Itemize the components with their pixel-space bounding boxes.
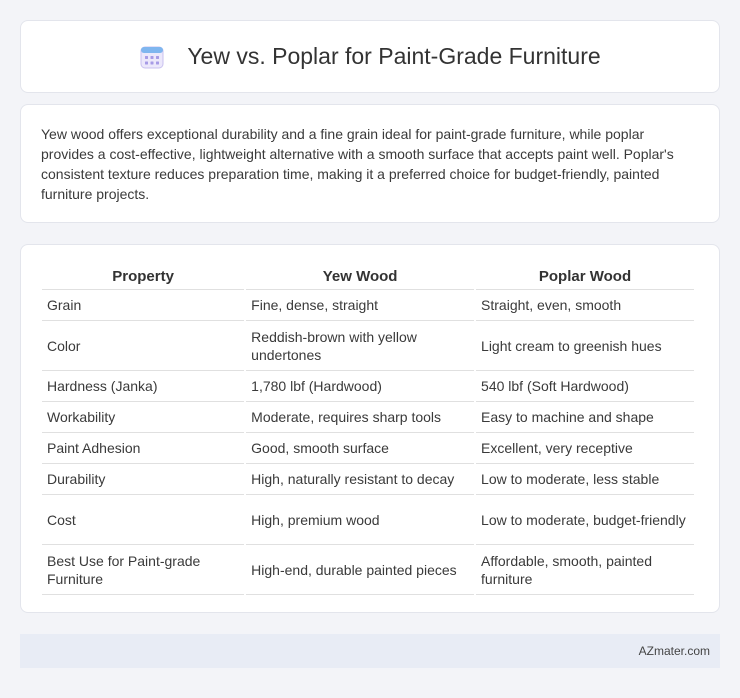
cell-poplar: Easy to machine and shape (476, 402, 694, 433)
cell-property: Cost (42, 495, 244, 545)
cell-poplar: Straight, even, smooth (476, 290, 694, 321)
cell-property: Durability (42, 464, 244, 495)
cell-poplar: Excellent, very receptive (476, 433, 694, 464)
cell-property: Grain (42, 290, 244, 321)
summary-card (20, 104, 720, 223)
header-yew-wood: Yew Wood (246, 265, 474, 290)
cell-poplar: 540 lbf (Soft Hardwood) (476, 371, 694, 402)
cell-yew: Moderate, requires sharp tools (246, 402, 474, 433)
cell-property: Paint Adhesion (42, 433, 244, 464)
cell-yew: High, premium wood (246, 495, 474, 545)
cell-yew: Fine, dense, straight (246, 290, 474, 321)
cell-yew: Good, smooth surface (246, 433, 474, 464)
table-row (42, 433, 694, 464)
cell-poplar: Low to moderate, less stable (476, 464, 694, 495)
table-header-row (42, 265, 694, 290)
table-row (42, 290, 694, 321)
cell-poplar: Affordable, smooth, painted furniture (476, 545, 694, 595)
summary-text: Yew wood offers exceptional durability and a fine grain ideal for paint-grade furniture, while poplar provides a cost-effective, lightweight alternative with a smooth surface that accepts paint well. Poplar's consistent texture reduces preparation time, making it a preferred choice for budget-friendly, painted furniture projects. (41, 126, 674, 202)
cell-poplar: Light cream to greenish hues (476, 321, 694, 371)
cell-yew: High-end, durable painted pieces (246, 545, 474, 595)
table-row (42, 464, 694, 495)
footer (20, 634, 720, 668)
cell-yew: 1,780 lbf (Hardwood) (246, 371, 474, 402)
cell-property: Workability (42, 402, 244, 433)
calendar-icon (139, 44, 165, 70)
cell-yew: High, naturally resistant to decay (246, 464, 474, 495)
title-card (20, 20, 720, 93)
table-row (42, 495, 694, 545)
page-title: Yew vs. Poplar for Paint-Grade Furniture (187, 43, 601, 69)
header-poplar-wood: Poplar Wood (476, 265, 694, 290)
cell-property: Color (42, 321, 244, 371)
comparison-table (40, 265, 696, 595)
table-row (42, 321, 694, 371)
header-property: Property (42, 265, 244, 290)
cell-property: Best Use for Paint-grade Furniture (42, 545, 244, 595)
footer-site-name[interactable]: AZmater.com (638, 644, 710, 658)
table-row (42, 402, 694, 433)
cell-yew: Reddish-brown with yellow undertones (246, 321, 474, 371)
table-row (42, 371, 694, 402)
comparison-table-card (20, 244, 720, 613)
table-row (42, 545, 694, 595)
cell-poplar: Low to moderate, budget-friendly (476, 495, 694, 545)
cell-property: Hardness (Janka) (42, 371, 244, 402)
